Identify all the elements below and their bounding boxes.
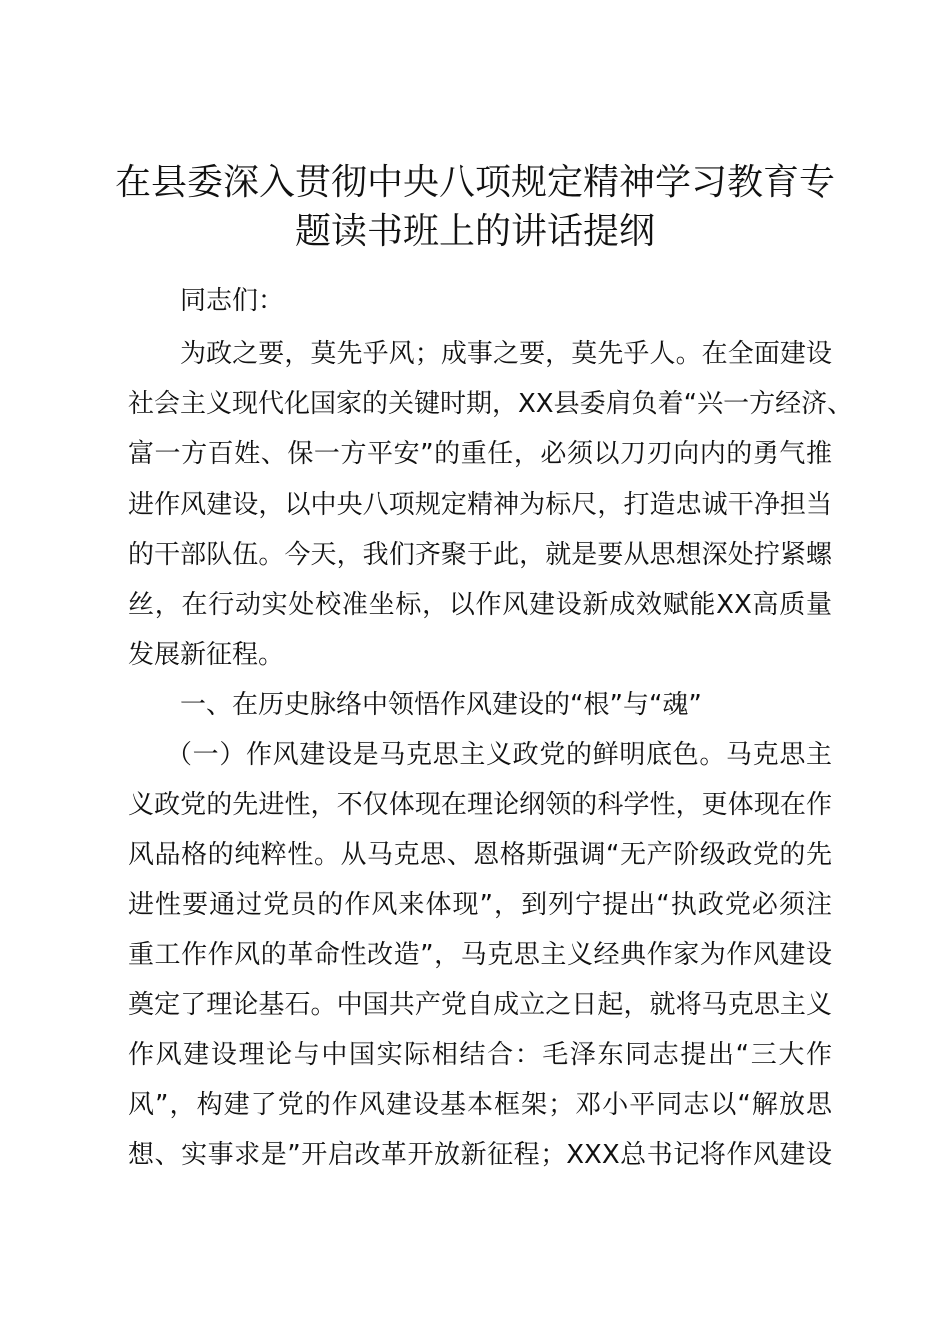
paragraph-line: 发展新征程。 [128,640,285,670]
paragraph-line: 富一方百姓、保一方平安”的重任，必须以刀刃向内的勇气推 [128,439,832,469]
title-line-1: 在县委深入贯彻中央八项规定精神学习教育专 [114,162,835,203]
paragraph-line: 为政之要，莫先乎风；成事之要，莫先乎人。在全面建设 [180,339,832,369]
paragraph-line: 丝，在行动实处校准坐标，以作风建设新成效赋能XX高质量 [128,590,832,620]
paragraph-line: 进作风建设，以中央八项规定精神为标尺，打造忠诚干净担当 [128,490,832,520]
paragraph-line: 进性要通过党员的作风来体现”，到列宁提出“执政党必须注 [128,890,832,920]
title-line-2: 题读书班上的讲话提纲 [294,211,655,252]
section-heading: 一、在历史脉络中领悟作风建设的“根”与“魂” [180,690,702,720]
paragraph-line: 重工作作风的革命性改造”，马克思主义经典作家为作风建设 [128,940,832,970]
paragraph-line: 作风建设理论与中国实际相结合：毛泽东同志提出“三大作 [128,1040,832,1070]
paragraph-line: 的干部队伍。今天，我们齐聚于此，就是要从思想深处拧紧螺 [128,540,832,570]
paragraph-line: 风品格的纯粹性。从马克思、恩格斯强调“无产阶级政党的先 [128,840,832,870]
document-title [110,158,840,256]
paragraph-line: （一）作风建设是马克思主义政党的鲜明底色。马克思主 [166,740,832,770]
paragraph-line: 社会主义现代化国家的关键时期，XX县委肩负着“兴一方经济、 [128,389,854,419]
paragraph-line: 想、实事求是”开启改革开放新征程；XXX总书记将作风建设 [128,1140,832,1170]
greeting: 同志们： [180,286,285,316]
paragraph-line: 风”，构建了党的作风建设基本框架；邓小平同志以“解放思 [128,1090,832,1120]
paragraph-line: 义政党的先进性，不仅体现在理论纲领的科学性，更体现在作 [128,790,832,820]
paragraph-line: 奠定了理论基石。中国共产党自成立之日起，就将马克思主义 [128,990,832,1020]
